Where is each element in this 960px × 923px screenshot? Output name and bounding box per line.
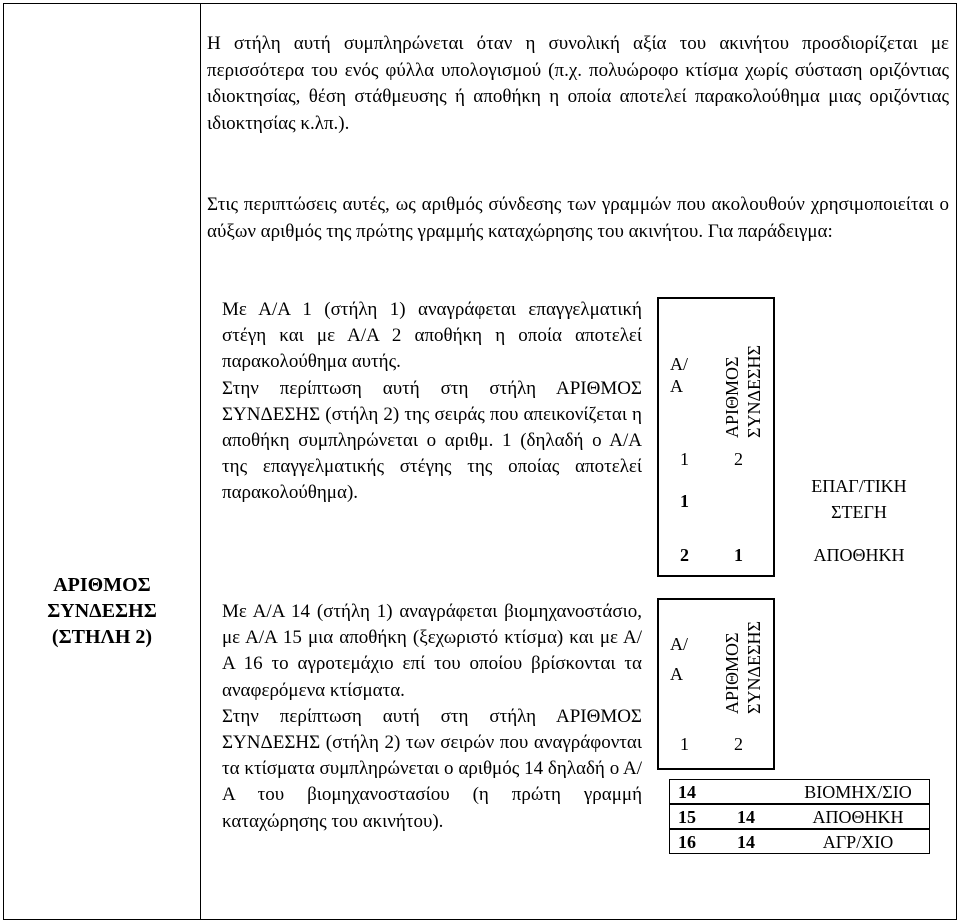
example2-row3-aa: 16 [678, 832, 696, 852]
intro-text-1: Η στήλη αυτή συμπληρώνεται όταν η συνολική αξία του ακινήτου προσδιορίζεται με περισσότερα του ενός φύλλα υπολογισμού (π.χ. πολυώροφο κτίσμα χωρίς σύσταση οριζόντιας ιδιοκτησίας, θέση στάθμευσης ή αποθήκη η οποία αποτελεί παρακολούθημα μιας οριζόντιας ιδιοκτησίας κ.λπ.). [207, 33, 949, 134]
example2-header-aa-2: Α [670, 664, 683, 684]
row-label [4, 572, 200, 650]
example1-header-aa-2: Α [670, 376, 683, 396]
example1-row1-desc-1: ΕΠΑΓ/ΤΙΚΗ [811, 476, 907, 496]
example2-header-arithmos: ΑΡΙΘΜΟΣ [722, 632, 742, 714]
row-label-line1: ΑΡΙΘΜΟΣ [53, 574, 151, 596]
row-label-line2: ΣΥΝΔΕΣΗΣ [47, 600, 157, 622]
example2-text-1: Με Α/Α 14 (στήλη 1) αναγράφεται βιομηχανοστάσιο, με Α/Α 15 μια αποθήκη (ξεχωριστό κτίσμα) και με Α/Α 16 το αγροτεμάχιο επί του οποίου βρίσκονται τα αναφερόμενα κτίσματα. [222, 601, 642, 701]
example1-header-arithmos: ΑΡΙΘΜΟΣ [722, 356, 742, 438]
example2-row1-aa: 14 [678, 782, 696, 802]
example1-row1-desc-2: ΣΤΕΓΗ [831, 502, 887, 522]
example1-header-syndesis: ΣΥΝΔΕΣΗΣ [744, 345, 764, 438]
example1-row2-desc: ΑΠΟΘΗΚΗ [813, 545, 905, 565]
example2-row2-aa: 15 [678, 807, 696, 827]
intro-text-2: Στις περιπτώσεις αυτές, ως αριθμός σύνδεσης των γραμμών που ακολουθούν χρησιμοποιείται ο αύξων αριθμός της πρώτης γραμμής καταχώρησης του ακινήτου. Για παράδειγμα: [207, 194, 949, 242]
example1-description [222, 297, 642, 507]
example2-row-16 [669, 829, 930, 854]
intro-paragraph-1 [207, 31, 949, 137]
example2-header-syndesis: ΣΥΝΔΕΣΗΣ [744, 621, 764, 714]
example2-row3-desc: ΑΓΡ/ΧΙΟ [822, 832, 894, 852]
example2-colnum-1: 1 [680, 734, 689, 754]
example2-row-15 [669, 804, 930, 829]
intro-paragraph-2 [207, 192, 949, 245]
example1-row2-link: 1 [734, 545, 743, 565]
column-divider [200, 3, 201, 920]
row-label-line3: (ΣΤΗΛΗ 2) [51, 626, 153, 648]
example2-text-2: Στην περίπτωση αυτή στη στήλη ΑΡΙΘΜΟΣ ΣΥΝΔΕΣΗΣ (στήλη 2) των σειρών που αναγράφονται τα κτίσματα συμπληρώνεται ο αριθμός 14 δηλαδή ο Α/Α του βιομηχανοστασίου (η πρώτη γραμμή καταχώρησης του ακινήτου). [222, 705, 642, 832]
example1-row1-aa: 1 [680, 491, 689, 511]
example1-colnum-1: 1 [680, 449, 689, 469]
example2-row2-desc: ΑΠΟΘΗΚΗ [812, 807, 904, 827]
example1-colnum-2: 2 [734, 449, 743, 469]
example2-row1-desc: ΒΙΟΜΗΧ/ΣΙΟ [804, 782, 912, 802]
example2-row3-link: 14 [737, 832, 755, 852]
example2-description [222, 599, 642, 835]
example1-text-2: Στην περίπτωση αυτή στη στήλη ΑΡΙΘΜΟΣ ΣΥΝΔΕΣΗΣ (στήλη 2) της σειράς που απεικονίζεται η αποθήκη συμπληρώνεται ο αριθμ. 1 (δηλαδή ο Α/Α της επαγγελματικής στέγης της οποίας αποτελεί παρακολούθημα). [222, 377, 642, 504]
example2-row-14 [669, 779, 930, 804]
example2-colnum-2: 2 [734, 734, 743, 754]
example2-row2-link: 14 [737, 807, 755, 827]
example2-header-aa-1: Α/ [670, 634, 688, 654]
example1-header-aa-1: Α/ [670, 354, 688, 374]
example1-row2-aa: 2 [680, 545, 689, 565]
example1-text-1: Με Α/Α 1 (στήλη 1) αναγράφεται επαγγελματική στέγη και με Α/Α 2 αποθήκη η οποία αποτελεί παρακολούθημα αυτής. [222, 299, 642, 373]
